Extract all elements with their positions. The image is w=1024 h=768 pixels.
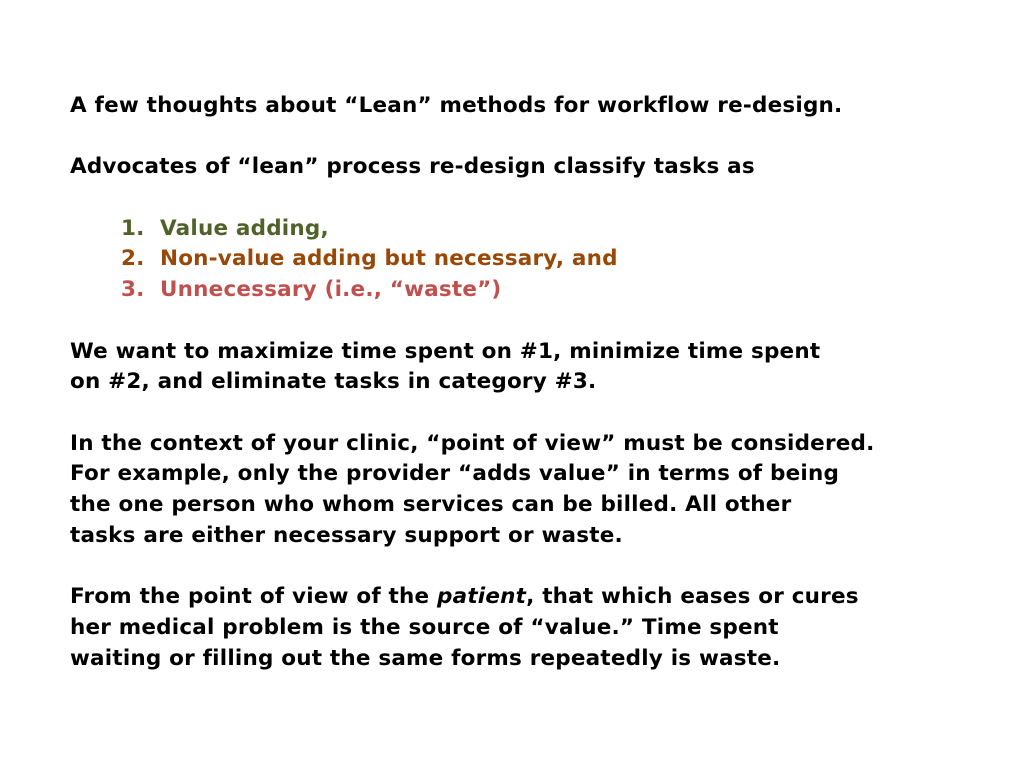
slide-title: A few thoughts about “Lean” methods for workflow re-design.	[70, 93, 843, 118]
spacer	[70, 122, 1000, 153]
list-item-number: 3.	[121, 277, 145, 303]
task-classification-list	[70, 214, 1000, 306]
goal-line: on #2, and eliminate tasks in category #3.	[70, 369, 597, 395]
list-item-value-adding	[70, 214, 1000, 245]
list-item-necessary	[70, 244, 1000, 275]
patient-line-end: , that which eases or cures	[526, 584, 859, 610]
goal-paragraph	[70, 337, 1000, 398]
slide-content	[70, 91, 1000, 674]
context-line: In the context of your clinic, “point of view” must be considered.	[70, 430, 875, 456]
context-line: For example, only the provider “adds value” in terms of being	[70, 461, 840, 487]
spacer	[70, 183, 1000, 214]
patient-emphasis: patient	[437, 584, 527, 610]
intro-paragraph: Advocates of “lean” process re-design classify tasks as	[70, 154, 755, 180]
context-line: the one person who whom services can be billed. All other	[70, 492, 792, 518]
context-paragraph	[70, 429, 1000, 552]
list-item-text: Non-value adding but necessary, and	[160, 246, 618, 272]
spacer	[70, 398, 1000, 429]
goal-line: We want to maximize time spent on #1, minimize time spent	[70, 338, 821, 364]
patient-line-start: From the point of view of the	[70, 584, 438, 610]
spacer	[70, 306, 1000, 337]
list-item-waste	[70, 275, 1000, 306]
context-line: tasks are either necessary support or waste.	[70, 522, 623, 548]
patient-line: waiting or filling out the same forms repeatedly is waste.	[70, 645, 781, 671]
list-item-number: 2.	[121, 246, 145, 272]
patient-paragraph	[70, 582, 1000, 674]
patient-line: her medical problem is the source of “value.” Time spent	[70, 614, 779, 640]
patient-line	[70, 582, 1000, 613]
list-item-text: Unnecessary (i.e., “waste”)	[160, 277, 502, 303]
list-item-number: 1.	[121, 215, 145, 241]
list-item-text: Value adding,	[160, 215, 329, 241]
spacer	[70, 551, 1000, 582]
